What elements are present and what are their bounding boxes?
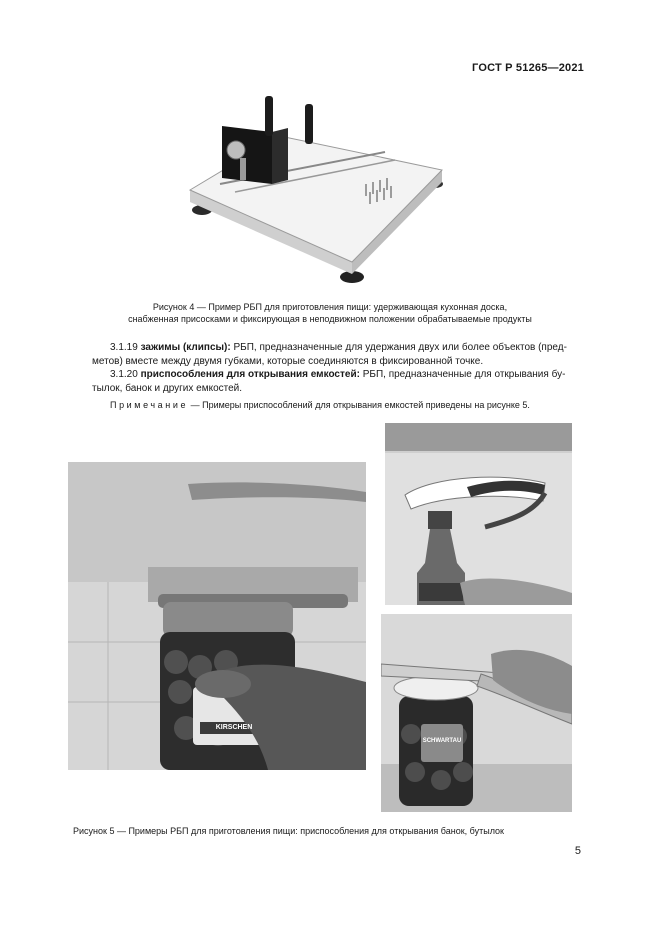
clause-term: приспособления для открывания емкостей: — [140, 369, 360, 380]
clause-3-1-20-line1 — [92, 368, 582, 382]
figure-4-caption — [70, 301, 590, 325]
clause-definition-part2: метов) вместе между двумя губками, которые соединяются в фиксированной точке. — [92, 355, 484, 367]
clause-term: зажимы (клипсы): — [140, 342, 231, 353]
figure-5-photo-jar-opener — [68, 462, 366, 770]
note-text: — Примеры приспособлений для открывания емкостей приведены на рисунке 5. — [188, 400, 530, 410]
note — [110, 400, 530, 410]
clause-3-1-19 — [92, 341, 582, 368]
clause-definition-part2: тылок, банок и других емкостей. — [92, 382, 243, 394]
clause-definition-part1: РБП, предназначенные для удержания двух или более объектов (пред- — [230, 342, 567, 353]
clause-number: 3.1.19 — [110, 342, 138, 353]
figure-5-photo-lid-opener — [381, 614, 572, 812]
clause-definition-part1: РБП, предназначенные для открывания бу- — [359, 369, 566, 380]
figure-4-caption-line2: снабженная присосками и фиксирующая в неподвижном положении обрабатываемые продукты — [128, 314, 532, 324]
standard-number: ГОСТ Р 51265—2021 — [472, 62, 584, 74]
figure-4-photo — [180, 92, 450, 292]
clause-3-1-20 — [92, 368, 582, 395]
jar-label-text: KIRSCHEN — [215, 724, 253, 731]
page-number: 5 — [574, 845, 581, 857]
note-label: Примечание — [110, 400, 189, 410]
jar-label-text: SCHWARTAU — [422, 738, 462, 744]
figure-5-caption: Рисунок 5 — Примеры РБП для приготовления пищи: приспособления для открывания банок, бутылок — [73, 826, 504, 836]
figure-5-photo-bottle-opener — [385, 423, 572, 605]
figure-4-caption-line1: Рисунок 4 — Пример РБП для приготовления пищи: удерживающая кухонная доска, — [152, 302, 508, 312]
clause-3-1-19-line1 — [92, 341, 582, 355]
clause-number: 3.1.20 — [110, 369, 138, 380]
